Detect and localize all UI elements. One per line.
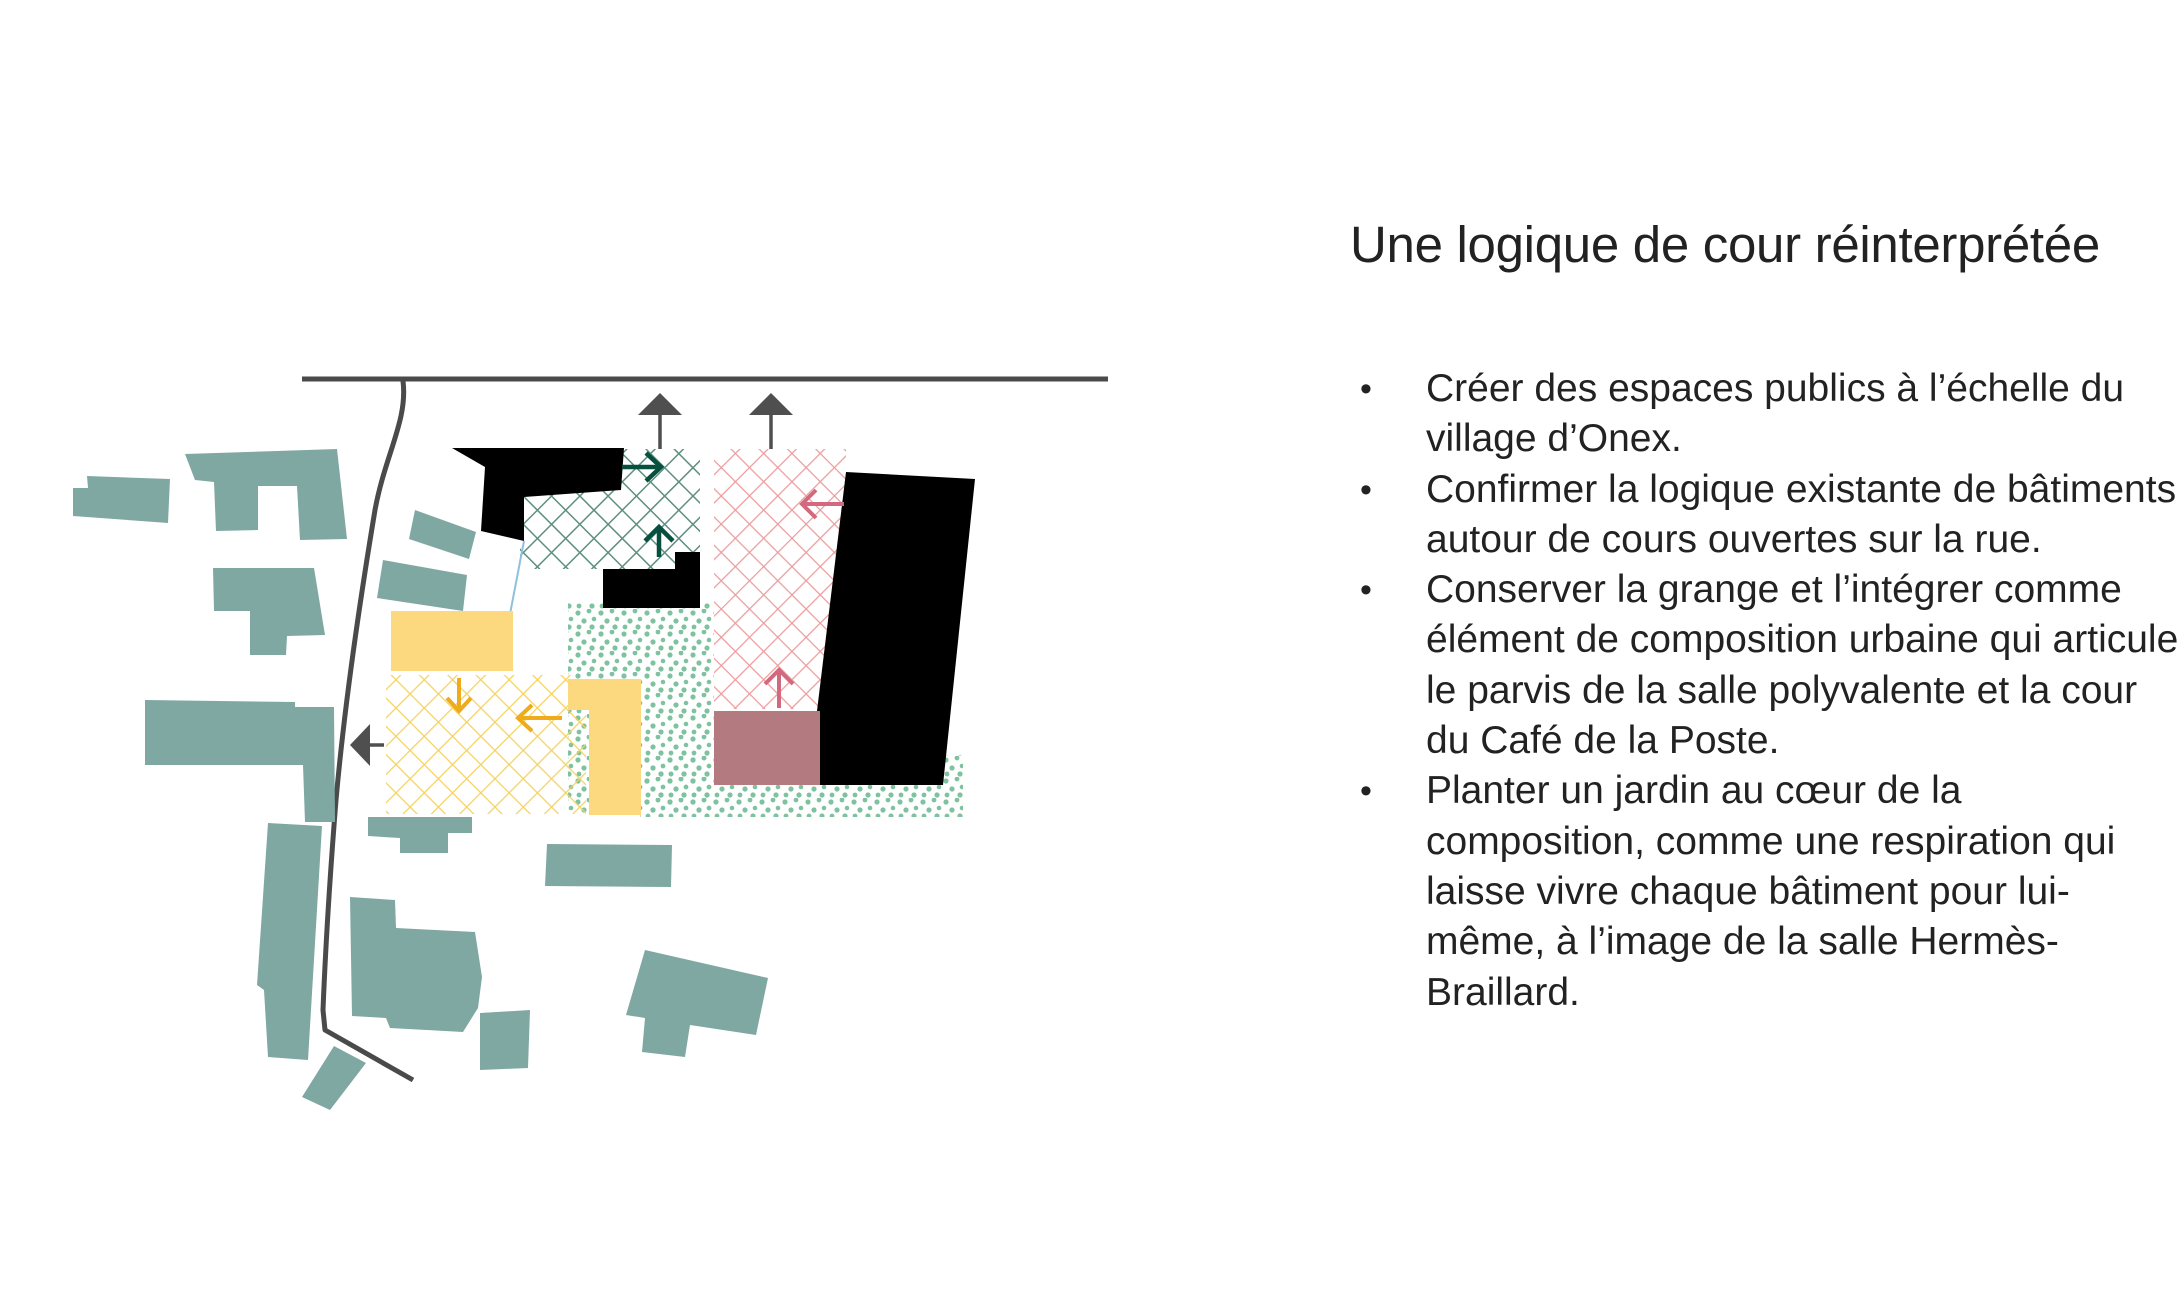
- grey-arrow-north-2: [749, 393, 793, 449]
- list-item: [1350, 565, 2180, 766]
- existing-building: [257, 823, 322, 1060]
- light-blue-line: [510, 541, 524, 614]
- bullet-marker: •: [1360, 370, 1372, 408]
- existing-building: [377, 560, 467, 611]
- grey-arrow-west: [350, 724, 384, 766]
- existing-building: [480, 1010, 530, 1070]
- pink-group: [714, 449, 975, 785]
- mauve-building-low: [714, 711, 820, 785]
- list-item-text: Conserver la grange et l’intégrer comme élément de composition urbaine qui articule le parvis de la salle polyvalente et la cour du Café de la Poste.: [1426, 568, 2179, 763]
- yellow-building-top: [391, 611, 513, 671]
- list-item-text: Créer des espaces publics à l’échelle du village d’Onex.: [1426, 367, 2125, 461]
- existing-building: [545, 844, 672, 887]
- yellow-hatched-court: [386, 675, 586, 814]
- existing-building: [350, 897, 482, 1032]
- text-panel: [1350, 212, 2180, 1018]
- list-item: [1350, 766, 2180, 1017]
- existing-building: [73, 476, 170, 523]
- existing-building: [368, 817, 472, 853]
- page-title: Une logique de cour réinterprétée: [1350, 216, 2100, 273]
- list-item-text: Planter un jardin au cœur de la composition, comme une respiration qui laisse vivre chaque bâtiment pour lui-même, à l’image de la salle Hermès-Braillard.: [1426, 769, 2116, 1014]
- existing-building: [626, 950, 768, 1057]
- existing-building: [409, 510, 476, 559]
- yellow-building-side: [589, 679, 641, 815]
- list-item-text: Confirmer la logique existante de bâtiments autour de cours ouvertes sur la rue.: [1426, 467, 2177, 561]
- existing-building: [302, 1046, 366, 1110]
- existing-building: [213, 568, 325, 655]
- list-item: [1350, 465, 2180, 566]
- grey-arrow-north-1: [638, 393, 682, 449]
- yellow-building-notch: [568, 679, 589, 710]
- bullet-list: [1350, 364, 2180, 1018]
- existing-building: [145, 700, 335, 822]
- bullet-marker: •: [1360, 470, 1372, 509]
- list-item: [1350, 364, 2180, 465]
- bullet-marker: •: [1360, 772, 1372, 811]
- bullet-marker: •: [1360, 571, 1372, 610]
- existing-building: [185, 449, 347, 540]
